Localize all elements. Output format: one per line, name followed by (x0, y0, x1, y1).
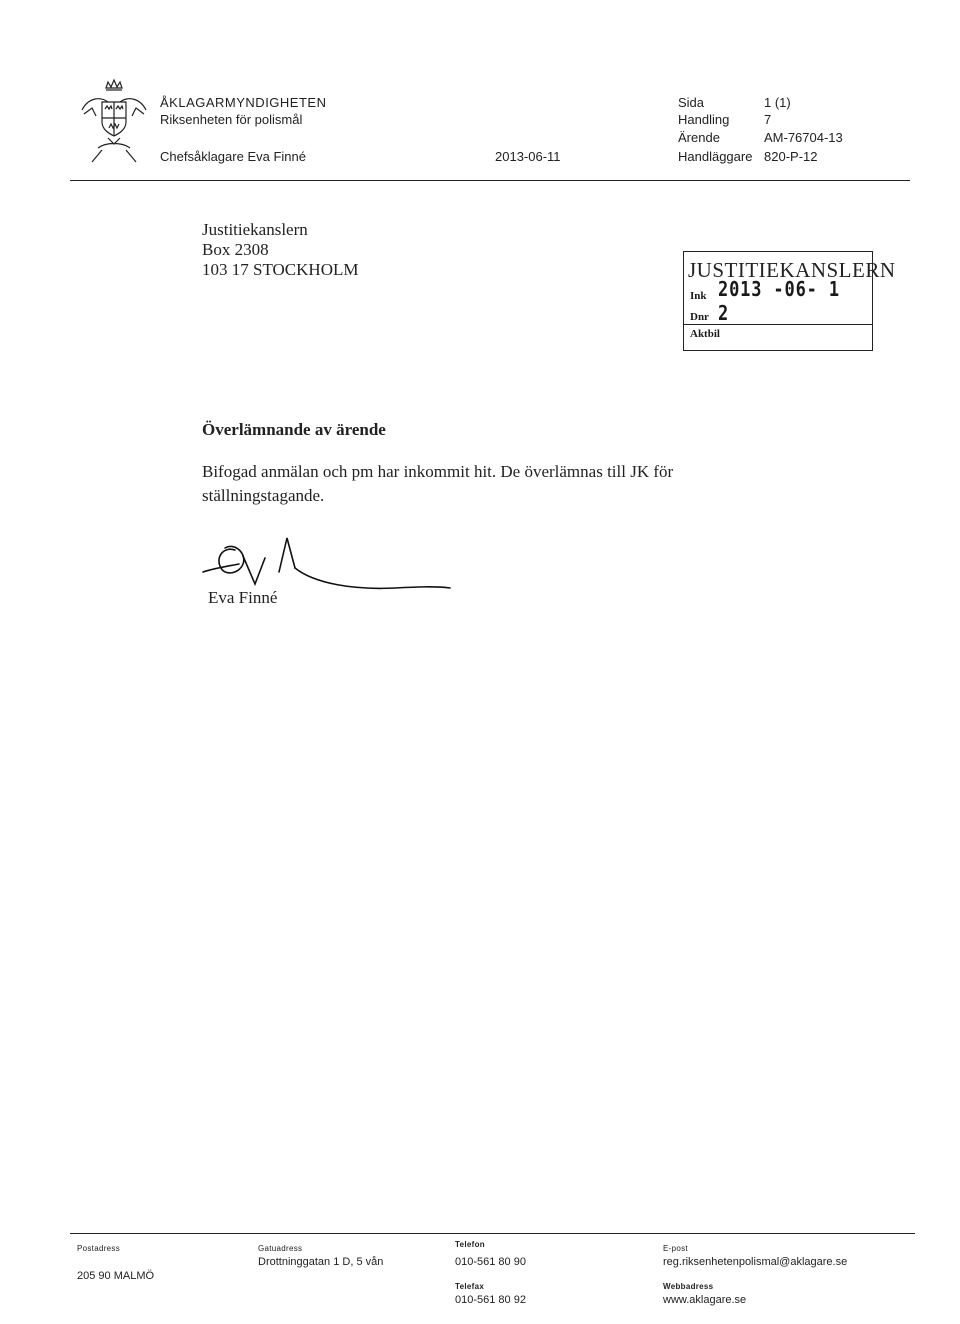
stamp-dnr-label: Dnr (690, 311, 709, 323)
stamp-aktbil-label: Aktbil (690, 328, 720, 340)
case-number: AM-76704-13 (764, 130, 843, 145)
postal-address-label: Postadress (77, 1244, 121, 1253)
unit-name: Riksenheten för polismål (160, 112, 303, 127)
handler-label: Handläggare (678, 149, 753, 164)
footer-divider (70, 1233, 915, 1234)
email-label: E-post (663, 1244, 688, 1253)
page-value: 1 (1) (764, 95, 791, 110)
stamp-ink-label: Ink (690, 290, 707, 302)
handling-label: Handling (678, 112, 730, 127)
organization-name: ÅKLAGARMYNDIGHETEN (160, 95, 327, 110)
header-divider (70, 180, 910, 181)
recipient-city: 103 17 STOCKHOLM (202, 260, 359, 279)
phone-value: 010-561 80 90 (455, 1256, 526, 1268)
author-name: Chefsåklagare Eva Finné (160, 149, 306, 164)
website-label: Webbadress (663, 1282, 714, 1291)
email-value[interactable]: reg.riksenhetenpolismal@aklagare.se (663, 1256, 848, 1268)
recipient-address (202, 220, 358, 280)
coat-of-arms-logo (78, 78, 150, 166)
handling-value: 7 (764, 112, 772, 127)
postal-address-value: 205 90 MALMÖ (77, 1270, 155, 1282)
handler-value: 820-P-12 (764, 149, 818, 164)
street-address-value: Drottninggatan 1 D, 5 vån (258, 1256, 384, 1268)
stamp-title: JUSTITIEKANSLERN (688, 258, 896, 282)
recipient-name: Justitiekanslern (202, 220, 308, 239)
signer-name: Eva Finné (208, 588, 278, 607)
fax-value: 010-561 80 92 (455, 1294, 526, 1306)
website-value[interactable]: www.aklagare.se (663, 1294, 747, 1306)
document-date: 2013-06-11 (495, 149, 561, 164)
stamp-date: 2013 -06- 1 2 (718, 277, 840, 325)
recipient-box: Box 2308 (202, 240, 269, 259)
street-address-label: Gatuadress (258, 1244, 303, 1253)
case-label: Ärende (678, 130, 720, 145)
stamp-divider (684, 324, 872, 325)
fax-label: Telefax (455, 1282, 485, 1291)
letter-title: Överlämnande av ärende (202, 420, 386, 439)
page-label: Sida (678, 95, 705, 110)
received-stamp (683, 251, 896, 351)
phone-label: Telefon (455, 1240, 485, 1249)
letter-body: Bifogad anmälan och pm har inkommit hit. De överlämnas till JK för ställningstagande. (202, 462, 674, 505)
